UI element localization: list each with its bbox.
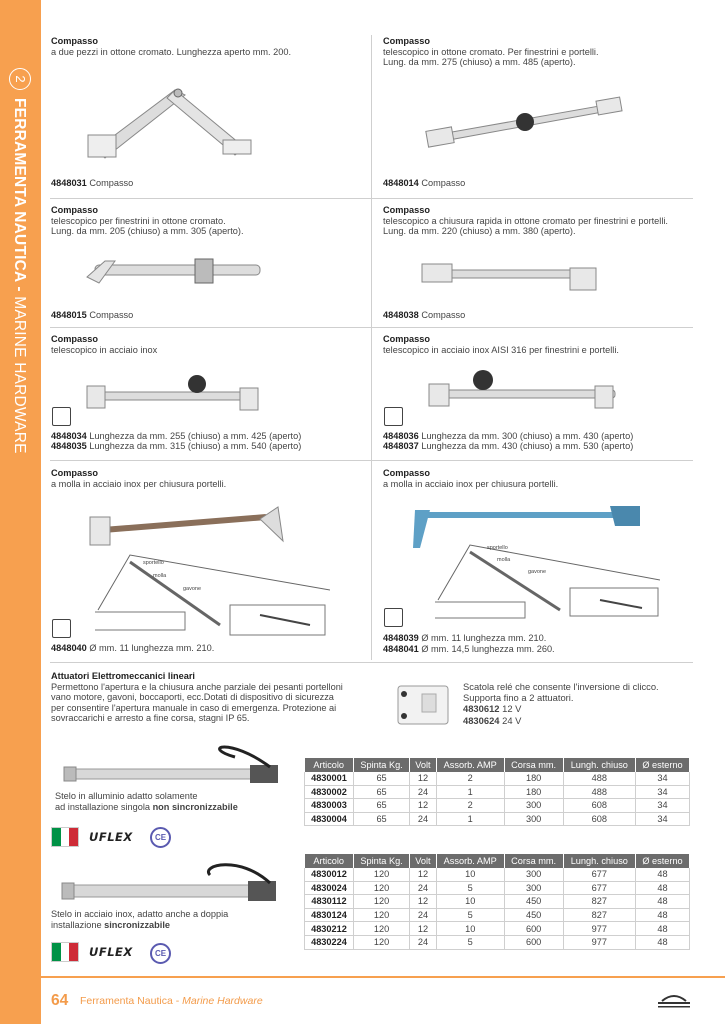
product-title: Compasso (51, 468, 98, 478)
product-desc: a molla in acciaio inox per chiusura portelli. (383, 478, 559, 489)
product-desc: Lung. da mm. 275 (chiuso) a mm. 485 (aperto). (383, 57, 576, 68)
actuator-spec-table-2 (304, 854, 690, 950)
product-code-line: 4848014 Compasso (383, 178, 466, 188)
product-title: Compasso (383, 334, 430, 344)
table-row: 4830224 120 24 5 600 977 48 (305, 935, 690, 949)
stainless-steel-icon (384, 407, 403, 426)
stay-two-piece-image (85, 80, 255, 165)
product-4848036 (383, 334, 619, 355)
spring-stay-diagram (430, 540, 660, 620)
product-code-line: 4848040 Ø mm. 11 lunghezza mm. 210. (51, 643, 215, 653)
table-header-row: Articolo Spinta Kg. Volt Assorb. AMP Corsa mm. Lungh. chiuso Ø esterno (305, 758, 690, 772)
product-4848014 (383, 36, 599, 68)
section-desc: Permettono l'apertura e la chiusura anche parziale dei pesanti portelloni (51, 681, 343, 692)
actuator-aluminium-image (60, 737, 285, 797)
table-row: 4830012 120 12 10 300 677 48 (305, 868, 690, 882)
product-desc: telescopico in ottone cromato. Per finestrini e portelli. (383, 46, 599, 57)
table-row: 4830001 65 12 2 180 488 34 (305, 772, 690, 786)
footer-rule (41, 976, 725, 978)
stem2-desc: Stelo in acciaio inox, adatto anche a doppia installazione sincronizzabile (51, 909, 229, 930)
diagram-label-sportello: sportello (487, 545, 508, 551)
product-title: Compasso (383, 36, 430, 46)
product-desc: a due pezzi in ottone cromato. Lunghezza aperto mm. 200. (51, 46, 292, 57)
product-desc: Lung. da mm. 205 (chiuso) a mm. 305 (aperto). (51, 226, 244, 237)
row-divider (50, 460, 693, 461)
italy-flag-icon (51, 827, 79, 847)
stay-inox-image (85, 370, 265, 415)
product-4848040 (51, 468, 226, 489)
relay-desc: Scatola relé che consente l'inversione di clicco. (463, 681, 659, 692)
spring-stay-image (88, 505, 288, 555)
stay-inox-316-image (425, 368, 625, 418)
table-row: 4830004 65 24 1 300 608 34 (305, 812, 690, 826)
stay-window-image (85, 255, 265, 290)
product-code-line: 4848035 Lunghezza da mm. 315 (chiuso) a mm. 540 (aperto) (51, 441, 302, 451)
stem1-desc: Stelo in alluminio adatto solamente ad installazione singola non sincronizzabile (55, 791, 238, 812)
product-title: Compasso (383, 205, 430, 215)
sidebar (0, 0, 41, 1024)
product-desc: Lung. da mm. 220 (chiuso) a mm. 380 (aperto). (383, 226, 576, 237)
table-header-row: Articolo Spinta Kg. Volt Assorb. AMP Corsa mm. Lungh. chiuso Ø esterno (305, 854, 690, 868)
product-desc: telescopico a chiusura rapida in ottone cromato per finestrini e portelli. (383, 215, 668, 226)
relay-code: 4830624 24 V (463, 714, 522, 726)
product-code-line: 4848037 Lunghezza da mm. 430 (chiuso) a mm. 530 (aperto) (383, 441, 634, 451)
relay-code: 4830612 12 V (463, 703, 522, 715)
column-divider (371, 35, 372, 660)
section-desc: vano motore, gavoni, boccaporti, ecc.Dotati di dispositivo di sicurezza (51, 692, 334, 703)
section-title: Attuatori Elettromeccanici lineari (51, 671, 195, 681)
product-title: Compasso (51, 205, 98, 215)
table-row: 4830124 120 24 5 450 827 48 (305, 908, 690, 922)
page-number: 64 (51, 992, 69, 1009)
diagram-label-gavone: gavone (528, 569, 547, 575)
product-4848039 (383, 468, 558, 489)
table-row: 4830003 65 12 2 300 608 34 (305, 799, 690, 813)
row-divider (50, 327, 693, 328)
product-4848031 (51, 36, 291, 57)
product-code-line: 4848036 Lunghezza da mm. 300 (chiuso) a mm. 430 (aperto) (383, 431, 634, 441)
stainless-steel-icon (384, 608, 403, 627)
diagram-label-sportello: sportello (143, 560, 164, 566)
product-code-line: 4848038 Compasso (383, 310, 466, 320)
diagram-label-molla: molla (153, 573, 167, 579)
chapter-number: 2 (9, 68, 31, 90)
product-title: Compasso (51, 334, 98, 344)
product-code-line: 4848039 Ø mm. 11 lunghezza mm. 210. (383, 633, 547, 643)
stay-telescopic-image (425, 95, 635, 155)
italy-flag-icon (51, 942, 79, 962)
section-desc: sovraccarichi e arresto a fine corsa, stagni IP 65. (51, 713, 250, 724)
product-4848015 (51, 205, 244, 237)
section-desc: per consentire l'apertura manuale in caso di emergenza. Protezione ai (51, 702, 337, 713)
spring-stay-diagram (90, 550, 330, 640)
table-row: 4830212 120 12 10 600 977 48 (305, 922, 690, 936)
product-title: Compasso (383, 468, 430, 478)
ce-mark-icon: CE (150, 943, 171, 964)
relay-box-info (463, 681, 659, 726)
diagram-label-molla: molla (497, 557, 511, 563)
uflex-logo: UFLEX (89, 830, 133, 844)
product-code-line: 4848031 Compasso (51, 178, 134, 188)
footer-title: Ferramenta Nautica - Marine Hardware (80, 995, 263, 1007)
product-4848038 (383, 205, 668, 237)
row-divider (50, 662, 693, 663)
stay-quick-release-image (420, 260, 600, 295)
product-desc: telescopico per finestrini in ottone cromato. (51, 215, 226, 226)
relay-desc: Supporta fino a 2 attuatori. (463, 692, 574, 704)
stainless-steel-icon (52, 407, 71, 426)
actuator-inox-image (60, 857, 285, 912)
product-code-line: 4848041 Ø mm. 14,5 lunghezza mm. 260. (383, 644, 555, 654)
uflex-logo: UFLEX (89, 945, 133, 959)
table-row: 4830024 120 24 5 300 677 48 (305, 881, 690, 895)
product-4848034 (51, 334, 157, 355)
actuators-intro (51, 671, 343, 724)
product-desc: a molla in acciaio inox per chiusura portelli. (51, 478, 227, 489)
relay-box-image (392, 680, 454, 730)
brand-logo-icon (656, 991, 692, 1009)
product-title: Compasso (51, 36, 98, 46)
product-desc: telescopico in acciaio inox (51, 344, 158, 355)
product-desc: telescopico in acciaio inox AISI 316 per finestrini e portelli. (383, 344, 619, 355)
chapter-title: FERRAMENTA NAUTICA - MARINE HARDWARE (11, 98, 28, 454)
table-row: 4830002 65 24 1 180 488 34 (305, 785, 690, 799)
actuator-spec-table-1 (304, 758, 690, 826)
ce-mark-icon: CE (150, 827, 171, 848)
product-code-line: 4848034 Lunghezza da mm. 255 (chiuso) a mm. 425 (aperto) (51, 431, 302, 441)
stainless-steel-icon (52, 619, 71, 638)
diagram-label-gavone: gavone (183, 586, 202, 592)
row-divider (50, 198, 693, 199)
table-row: 4830112 120 12 10 450 827 48 (305, 895, 690, 909)
product-code-line: 4848015 Compasso (51, 310, 134, 320)
